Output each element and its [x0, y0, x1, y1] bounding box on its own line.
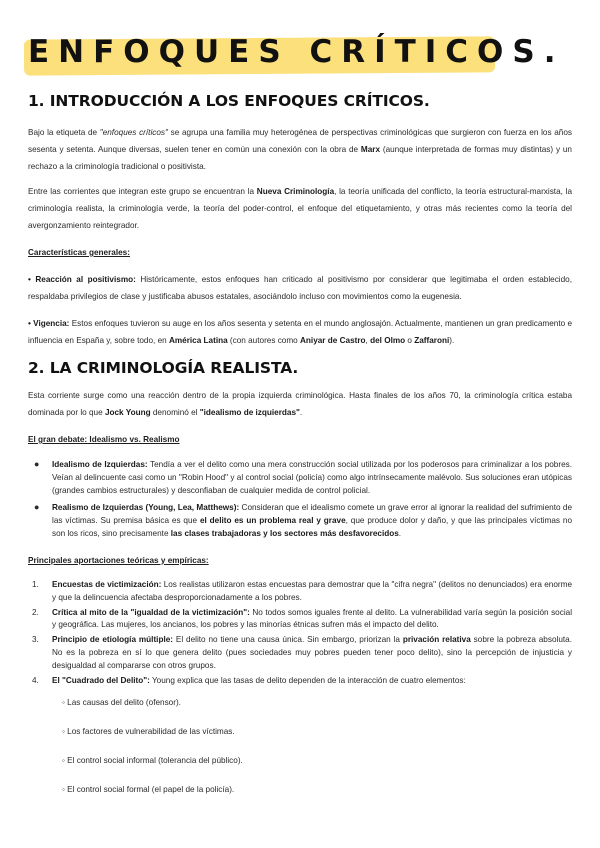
bullet-icon: ● — [34, 502, 40, 512]
debate-list — [28, 458, 572, 540]
crime-square-list — [28, 697, 572, 796]
section-2-heading: 2. LA CRIMINOLOGÍA REALISTA. — [28, 359, 299, 377]
list-item: ● Idealismo de Izquierdas: Tendía a ver el delito como una mera construcción social utilizada por los poderosos para criminalizar a los pobres. Veían al delincuente casi como un "Robin Hood" y al control social (policía) como algo intrínsecamente malévolo. Sus soluciones eran utópicas (grandes cambios estructurales) y desconfiaban de cualquier medida de control policial. — [34, 459, 573, 495]
list-item: 4. El "Cuadrado del Delito": Young explica que las tasas de delito dependen de la interacción de cuatro elementos: — [32, 675, 466, 685]
bullet-icon: • — [28, 275, 36, 284]
section-1-paragraph-1: Bajo la etiqueta de "enfoques críticos" se agrupa una familia muy heterogénea de perspectivas criminológicas que surgieron con fuerza en los años sesenta y setenta. Aunque diversas, suelen tener en común una conexión con la obra de Marx (aunque interpretada de formas muy distintas) y un rechazo a la criminología tradicional o positivista. — [28, 128, 573, 171]
title-block — [24, 30, 565, 74]
list-item: 3. Principio de etiología múltiple: El delito no tiene una causa única. Sin embargo, priorizan la privación relativa sobre la pobreza absoluta. No es la pobreza en sí lo que genera delito (pues sociedades muy pobres pueden tener poco delito), sino la percepción de injusticia y desigualdad al compararse con otros grupos. — [32, 635, 572, 670]
characteristics-subheading: Características generales: — [28, 248, 130, 257]
page-title: ENFOQUES CRÍTICOS. — [28, 34, 565, 70]
list-item: ◦ El control social informal (tolerancia del público). — [62, 756, 243, 766]
list-item: ● Realismo de Izquierdas (Young, Lea, Matthews): Consideran que el idealismo comete un grave error al ignorar la realidad del sufrimiento de las víctimas. Su premisa básica es que el delito es un problema real y grave, que produce dolor y daño, y que las principales víctimas no son los ricos, sino precisamente las clases trabajadoras y los sectores más desfavorecidos. — [34, 502, 573, 538]
section-1-paragraph-2: Entre las corrientes que integran este grupo se encuentran la Nueva Criminología, la teoría unificada del conflicto, la teoría estructural-marxista, la criminología realista, la criminología verde, la teoría del poder-control, el enfoque del etiquetamiento, y otras más recientes como la teoría del avergonzamiento reintegrador. — [28, 187, 572, 230]
list-item: ◦ El control social formal (el papel de la policía). — [62, 785, 235, 795]
list-item: ◦ Las causas del delito (ofensor). — [62, 698, 181, 708]
characteristic-vigencia: • Vigencia: Estos enfoques tuvieron su auge en los años sesenta y setenta en el mundo anglosajón. Actualmente, mantienen un gran predicamento e influencia en España y, sobre todo, en América Latina (con autores como Aniyar de Castro, del Olmo o Zaffaroni). — [28, 319, 572, 345]
list-item: ◦ Los factores de vulnerabilidad de las víctimas. — [62, 727, 235, 737]
debate-subheading: El gran debate: Idealismo vs. Realismo — [28, 435, 180, 444]
characteristic-positivism: • Reacción al positivismo: Históricamente, estos enfoques han criticado al positivismo por considerar que legitimaba el orden establecido, respaldaba privilegios de clase y justificaba abusos estatales, asociándolo incluso con movimientos como la eugenesia. — [28, 275, 572, 301]
list-item: 1. Encuestas de victimización: Los realistas utilizaron estas encuestas para demostrar que la "cifra negra" (delitos no denunciados) era enorme y que la delincuencia afectaba desproporcionadamente a los pobres. — [32, 580, 572, 602]
section-2-paragraph-1: Esta corriente surge como una reacción dentro de la propia izquierda criminológica. Hasta finales de los años 70, la criminología crítica estaba dominada por lo que Jock Young denominó el "idealismo de izquierdas". — [28, 391, 572, 417]
contributions-subheading: Principales aportaciones teóricas y empíricas: — [28, 556, 209, 565]
bullet-icon: ● — [34, 459, 40, 469]
section-1-heading: 1. INTRODUCCIÓN A LOS ENFOQUES CRÍTICOS. — [28, 92, 430, 110]
bullet-icon: • — [28, 319, 34, 328]
document-body — [28, 88, 572, 813]
list-item: 2. Crítica al mito de la "igualdad de la victimización": No todos somos iguales frente al delito. La vulnerabilidad varía según la posición social y geográfica. Las mujeres, los ancianos, los pobres y las minorías étnicas sufren más el impacto del delito. — [32, 607, 573, 630]
contributions-list — [28, 579, 572, 687]
